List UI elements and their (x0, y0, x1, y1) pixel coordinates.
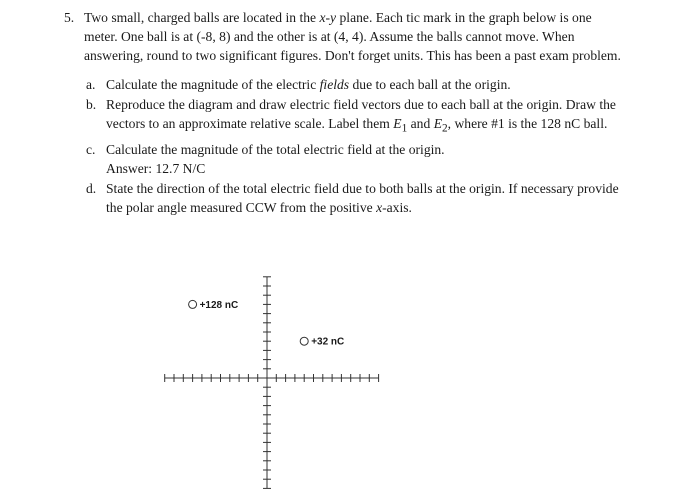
part-b: b. Reproduce the diagram and draw electric field vectors due to each ball at the origin. Draw the vectors to an approximate relative scale. Label them $E_1$ and $E_2$, where #1 is the 128 nC ball. (86, 97, 616, 135)
problem-intro: Two small, charged balls are located in the x-y plane. Each tic mark in the graph below is one meter. One ball is at (-8, 8) and the other is at (4, 4). Assume the balls cannot move. When answering, round to two significant figures. Don't forget units. This has been a past exam problem. (84, 10, 621, 63)
part-c: c. Calculate the magnitude of the total electric field at the origin. Answer: 12.7 N/C (84, 140, 624, 178)
charge-1 (189, 300, 239, 311)
charge-1-circle (189, 300, 197, 308)
charge-2-label: +32 nC (311, 336, 345, 348)
charge-2 (300, 337, 344, 348)
charge-2-circle (300, 337, 308, 345)
charge-1-label: +128 nC (199, 299, 239, 311)
part-d: d. State the direction of the total electric field due to both balls at the origin. If necessary provide the polar angle measured CCW from the positive x-axis. (86, 180, 619, 215)
problem-number: 5. (64, 10, 75, 25)
xy-plane-symbol: x-y (319, 10, 337, 25)
part-a: a. Calculate the magnitude of the electric fields due to each ball at the origin. (86, 77, 511, 92)
axes (165, 277, 379, 489)
answer-text: Answer: 12.7 N/C (106, 160, 206, 176)
